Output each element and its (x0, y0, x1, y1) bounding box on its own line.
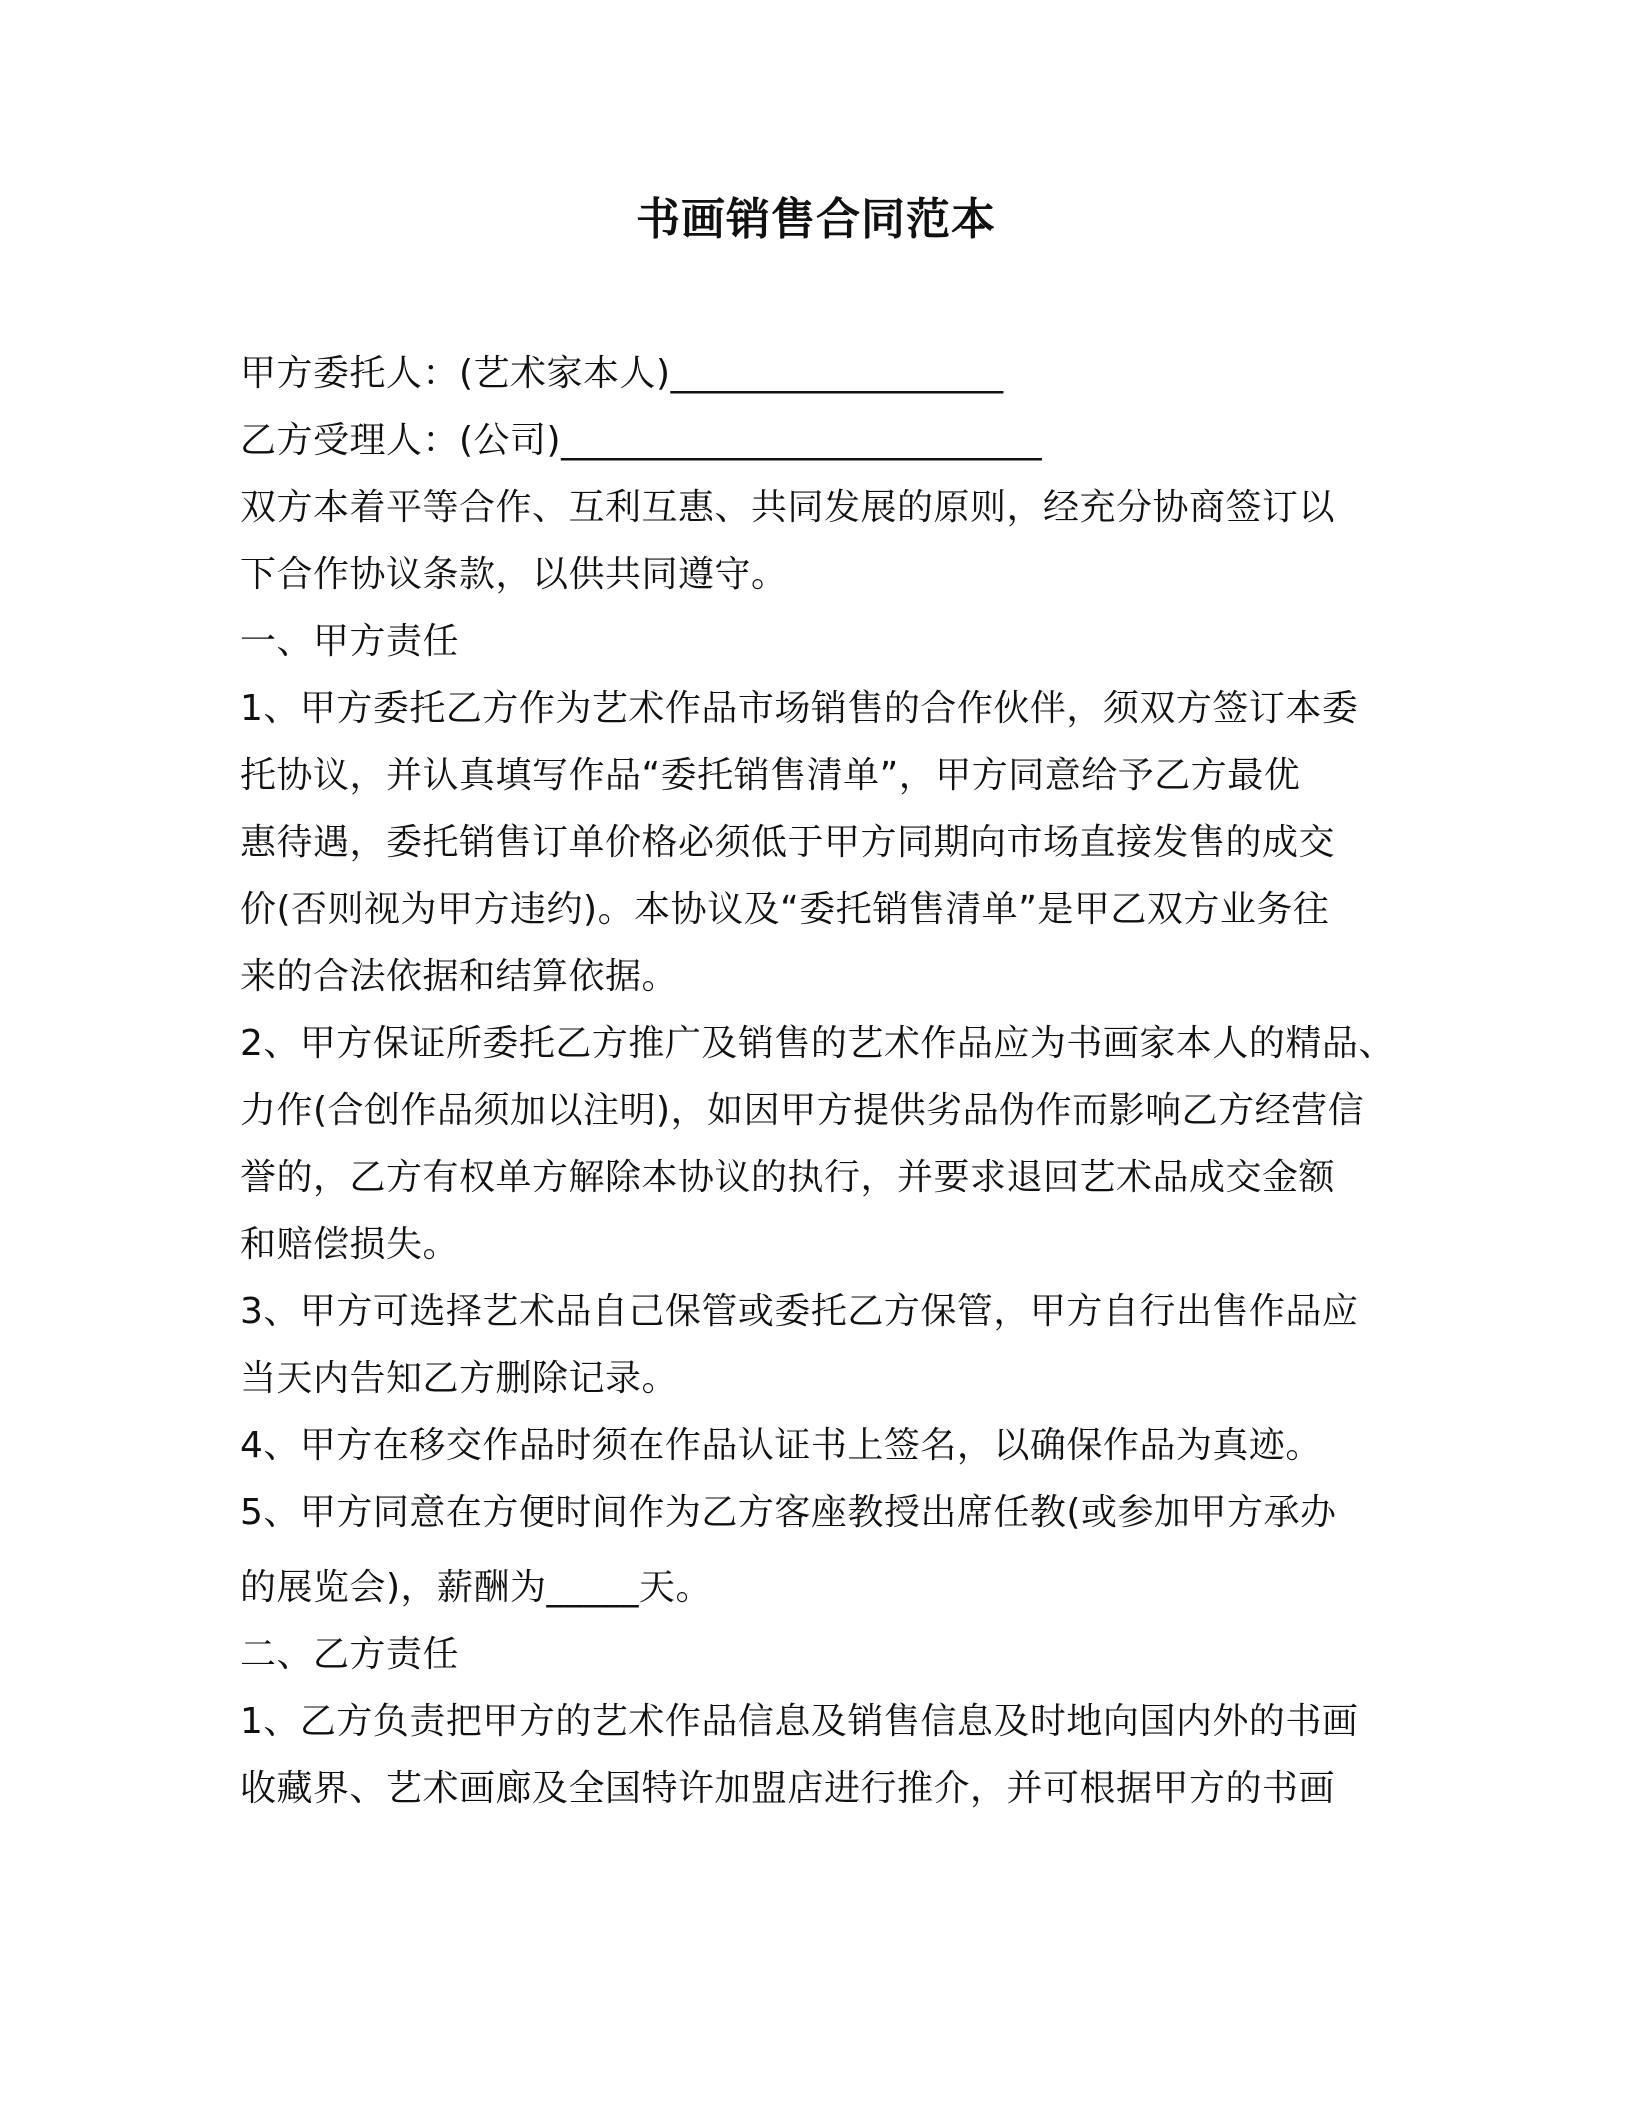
clause-line: 2、甲方保证所委托乙方推广及销售的艺术作品应为书画家本人的精品、 (240, 1023, 1395, 1064)
clause-line: 的展览会)，薪酬为_____天。 (240, 1567, 713, 1608)
document-title: 书画销售合同范本 (636, 194, 996, 245)
document-body (240, 340, 1420, 1822)
section-heading: 二、乙方责任 (240, 1634, 460, 1675)
preamble-line: 双方本着平等合作、互利互惠、共同发展的原则，经充分协商签订以 (240, 487, 1336, 528)
clause-line: 1、甲方委托乙方作为艺术作品市场销售的合作伙伴，须双方签订本委 (240, 688, 1359, 729)
clause-line: 收藏界、艺术画廊及全国特许加盟店进行推介，并可根据甲方的书画 (240, 1768, 1336, 1809)
clause-line: 力作(合创作品须加以注明)，如因甲方提供劣品伪作而影响乙方经营信 (240, 1090, 1365, 1131)
clause-line: 托协议，并认真填写作品“委托销售清单”，甲方同意给予乙方最优 (240, 755, 1301, 796)
clause-line: 和赔偿损失。 (240, 1224, 460, 1265)
clause-line: 5、甲方同意在方便时间作为乙方客座教授出席任教(或参加甲方承办 (240, 1492, 1337, 1533)
clause-line: 价(否则视为甲方违约)。本协议及“委托销售清单”是甲乙双方业务往 (240, 889, 1330, 930)
party-a-line: 甲方委托人：(艺术家本人)__________________ (240, 353, 1004, 394)
clause-line: 誉的，乙方有权单方解除本协议的执行，并要求退回艺术品成交金额 (240, 1157, 1336, 1198)
clause-line: 当天内告知乙方删除记录。 (240, 1358, 679, 1399)
party-b-line: 乙方受理人：(公司)__________________________ (240, 420, 1043, 461)
clause-line: 3、甲方可选择艺术品自己保管或委托乙方保管，甲方自行出售作品应 (240, 1291, 1359, 1332)
clause-line: 惠待遇，委托销售订单价格必须低于甲方同期向市场直接发售的成交 (240, 822, 1336, 863)
clause-line: 1、乙方负责把甲方的艺术作品信息及销售信息及时地向国内外的书画 (240, 1701, 1359, 1742)
clause-line: 4、甲方在移交作品时须在作品认证书上签名，以确保作品为真迹。 (240, 1425, 1322, 1466)
section-heading: 一、甲方责任 (240, 621, 460, 662)
preamble-line: 下合作协议条款，以供共同遵守。 (240, 554, 788, 595)
clause-line: 来的合法依据和结算依据。 (240, 956, 679, 997)
